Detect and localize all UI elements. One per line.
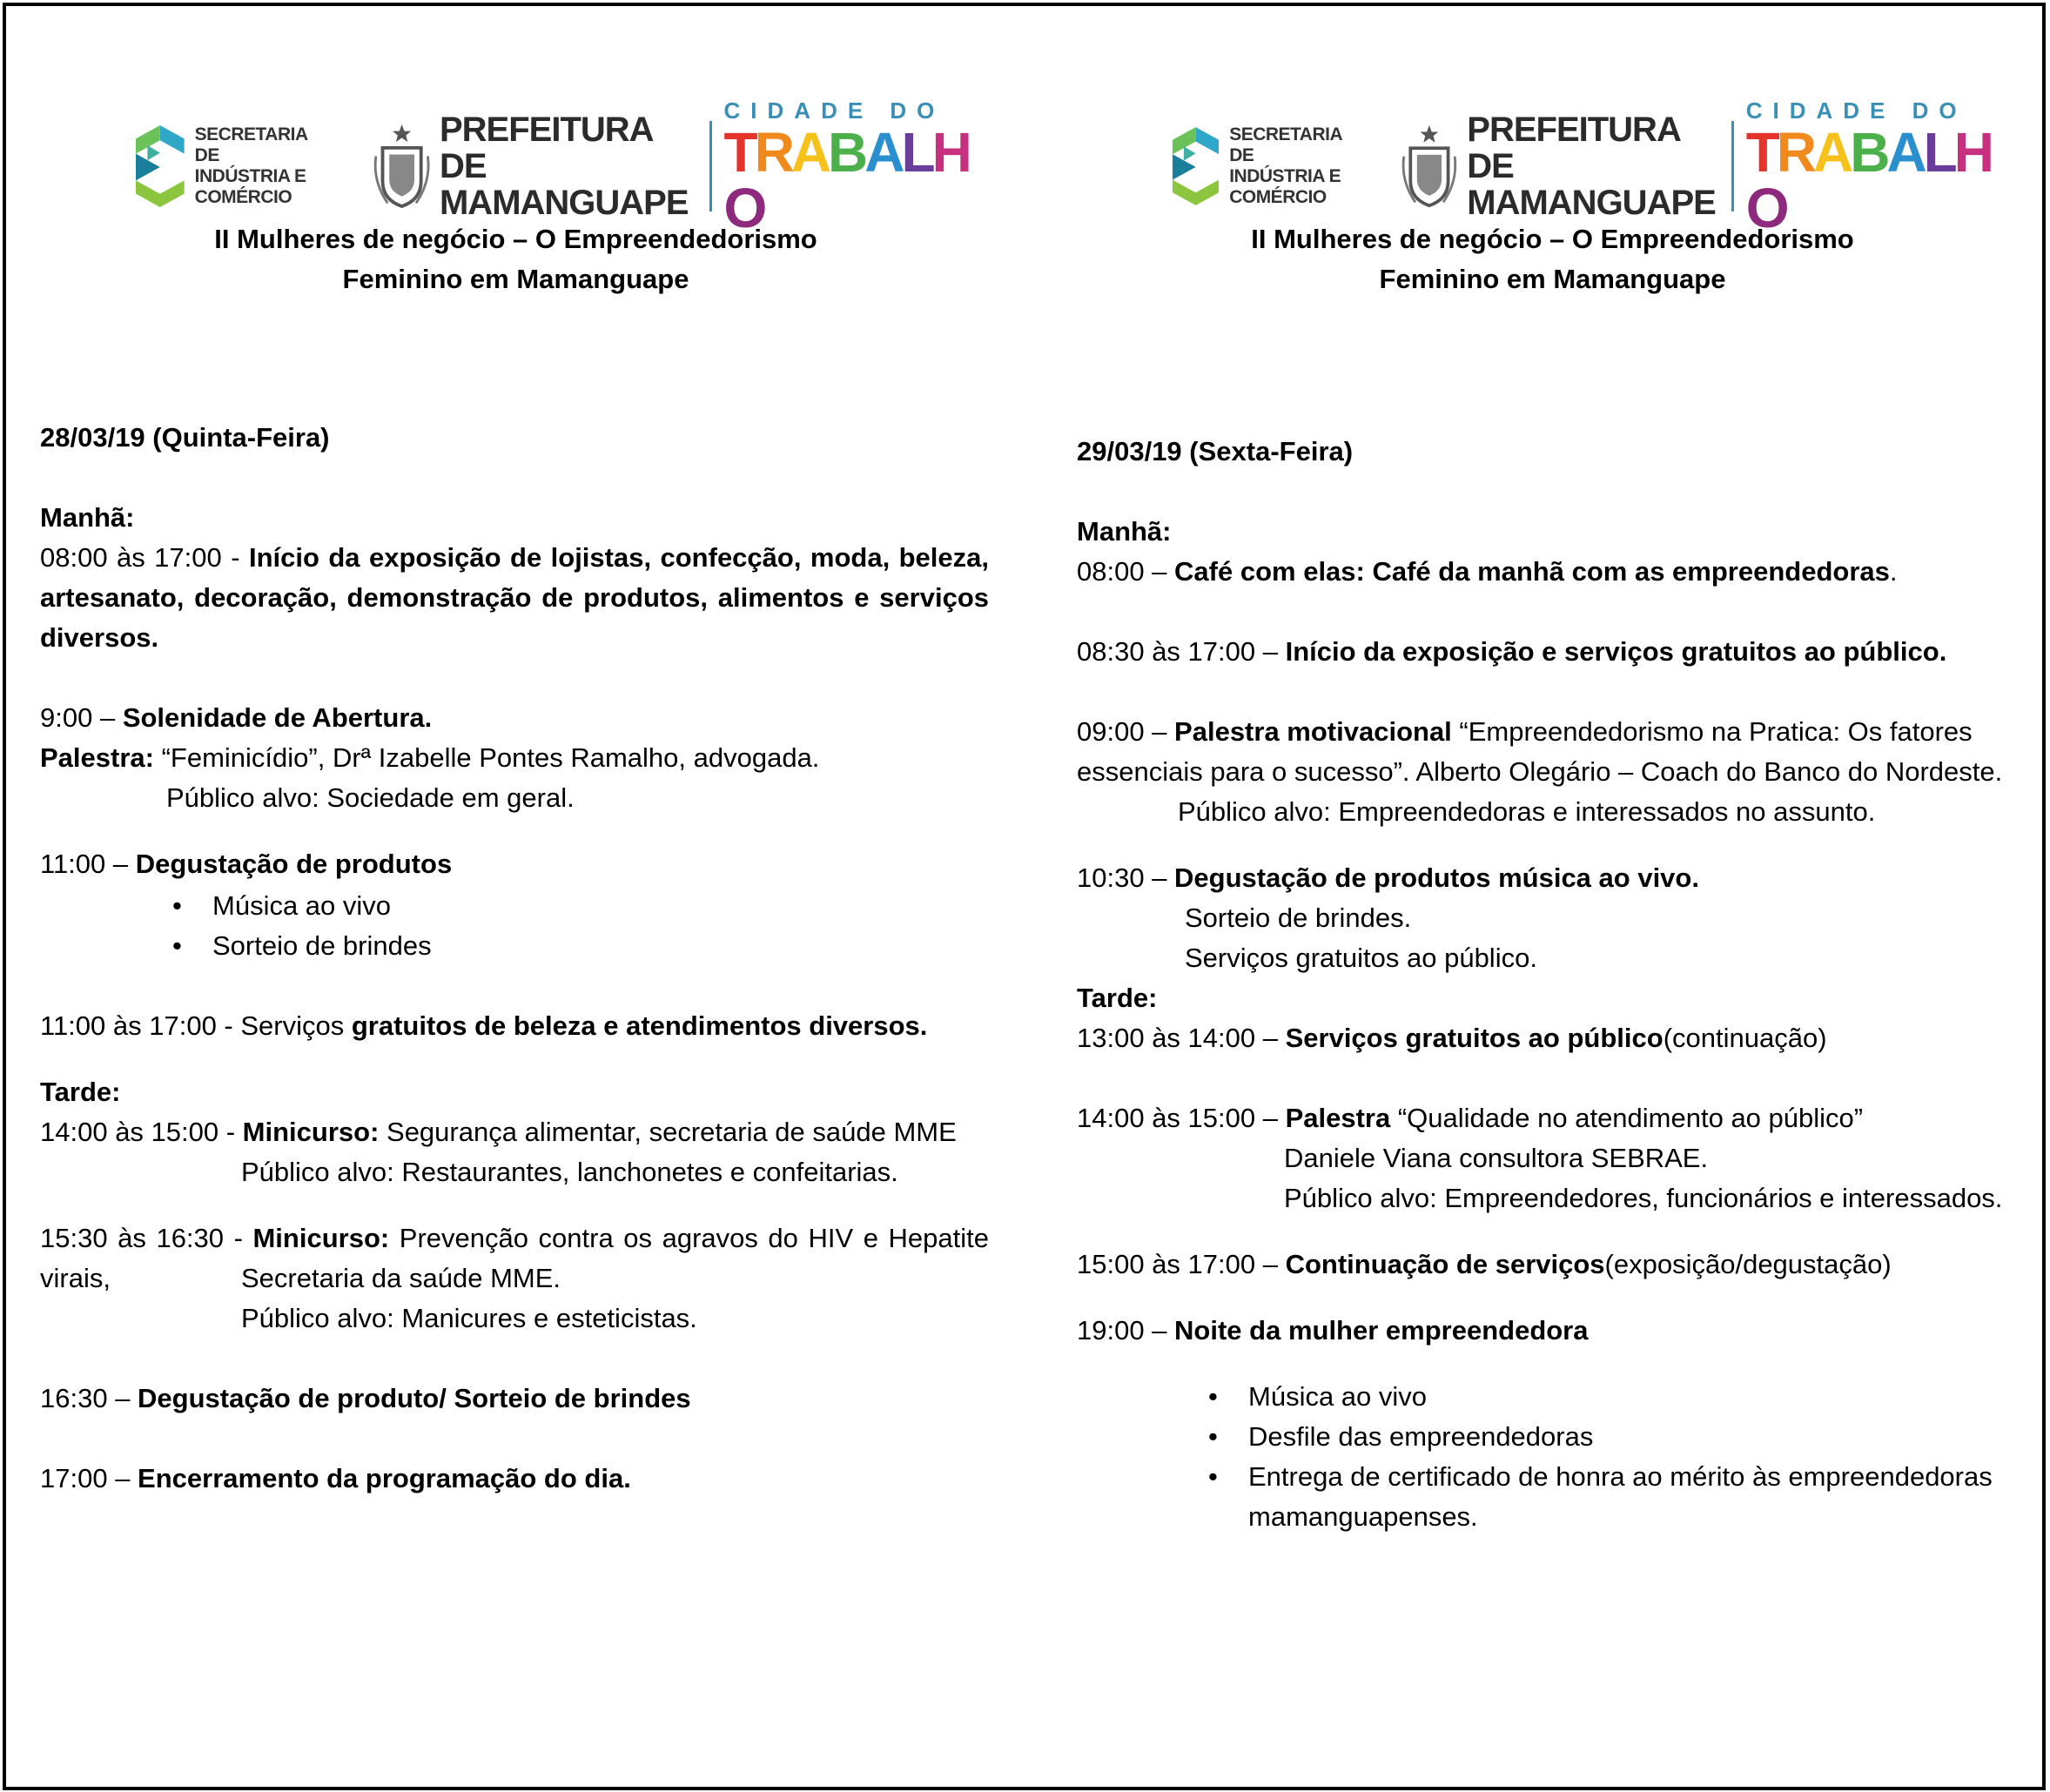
- time: 11:00 –: [40, 849, 136, 879]
- talk-item: [40, 738, 989, 778]
- secretaria-emblem-icon: [1173, 124, 1219, 209]
- expo-item: [1077, 632, 2008, 672]
- talk-2-speaker: Daniele Viana consultora SEBRAE.: [1284, 1143, 1709, 1173]
- opening-item: [40, 698, 989, 738]
- minicourse-1: [40, 1112, 989, 1152]
- talk-audience: Público alvo: Empreendedoras e interessados no assunto.: [1178, 796, 1876, 827]
- activity: Segurança alimentar, secretaria de saúde MME: [379, 1117, 957, 1147]
- night-list: [1077, 1377, 2008, 1537]
- cidade-top-text: CIDADE DO: [723, 97, 945, 124]
- activity: Encerramento da programação do dia.: [138, 1463, 631, 1493]
- activity: Prevenção contra os agravos do HIV e Hepatite: [389, 1223, 989, 1253]
- cidade-top-text: CIDADE DO: [1745, 97, 1967, 124]
- cidade-do-trabalho-logo: [723, 97, 998, 239]
- morning-heading: Manhã:: [1077, 516, 1172, 547]
- time: 14:00 às 15:00 –: [1077, 1103, 1286, 1133]
- day-date: 28/03/19 (Quinta-Feira): [40, 422, 330, 453]
- minicourse-2: [40, 1218, 989, 1258]
- title-line-1: II Mulheres de negócio – O Empreendedorismo: [1251, 224, 1854, 254]
- prefeitura-line-1: PREFEITURA DE: [1467, 111, 1680, 185]
- label: Palestra: [1285, 1103, 1391, 1133]
- day-date: 29/03/19 (Sexta-Feira): [1077, 436, 1354, 466]
- text: Secretaria da saúde MME.: [241, 1263, 561, 1293]
- activity: Continuação de serviços: [1285, 1249, 1605, 1279]
- event-title: [1037, 219, 2050, 299]
- logo-divider: [1731, 121, 1734, 211]
- talk-2-audience: Público alvo: Empreendedores, funcionários e interessados.: [1284, 1183, 2003, 1213]
- activity: Serviços gratuitos ao público: [1285, 1023, 1664, 1053]
- activity: Solenidade de Abertura.: [122, 702, 433, 733]
- time: 15:30 às 16:30 -: [40, 1223, 253, 1253]
- label: Palestra motivacional: [1174, 716, 1452, 747]
- list-item: • Sorteio de brindes: [212, 926, 989, 966]
- prefeitura-line-2: MAMANGUAPE: [439, 184, 689, 222]
- tasting-line-2: Sorteio de brindes.: [1185, 903, 1412, 933]
- time: 08:00 às 17:00 -: [40, 542, 249, 573]
- activity: “Feminicídio”, Drª Izabelle Pontes Ramalho, advogada.: [153, 742, 820, 773]
- text: virais,: [40, 1263, 111, 1293]
- services-item: [40, 1006, 989, 1046]
- morning-heading: Manhã:: [40, 502, 135, 533]
- prefeitura-line-2: MAMANGUAPE: [1467, 184, 1716, 222]
- schedule-day-1: [40, 418, 989, 1499]
- cidade-do-trabalho-logo: [1745, 97, 2008, 239]
- note: (exposição/degustação): [1604, 1249, 1892, 1279]
- talk-2-item: [1077, 1098, 2008, 1138]
- talk-item: [1077, 712, 2008, 792]
- tasting-item: [1077, 858, 2008, 898]
- list-item: • Entrega de certificado de honra ao mérito às empreendedoras mamanguapenses.: [1248, 1457, 2008, 1537]
- cidade-bottom-text: TRABALHO: [1745, 120, 1991, 239]
- expo-item: [40, 538, 989, 658]
- time: 17:00 –: [40, 1463, 138, 1493]
- label: Palestra:: [40, 742, 154, 773]
- label: Minicurso:: [242, 1117, 380, 1147]
- activity: gratuitos de beleza e atendimentos diversos.: [351, 1010, 928, 1041]
- prefeitura-logo: [1401, 111, 1719, 221]
- activity: Início da exposição de lojistas, confecção, moda, beleza, artesanato, decoração, demonstração de produtos, alimentos e serviços diversos.: [40, 542, 989, 653]
- activity: Café com elas: Café da manhã com as empreendedoras: [1174, 556, 1890, 587]
- title-line-1: II Mulheres de negócio – O Empreendedorismo: [214, 224, 817, 254]
- time: 13:00 às 14:00 –: [1077, 1023, 1286, 1053]
- minicourse-2-audience: Público alvo: Manicures e esteticistas.: [241, 1303, 697, 1333]
- activity: “Qualidade no atendimento ao público”: [1390, 1103, 1864, 1133]
- coat-of-arms-icon: [373, 121, 431, 211]
- list-item: • Música ao vivo: [1248, 1377, 2008, 1417]
- cidade-bottom-text: TRABALHO: [723, 120, 969, 239]
- tasting-item: [40, 844, 989, 884]
- punctuation: .: [1889, 556, 1898, 587]
- secretaria-line-2: INDÚSTRIA E: [1229, 166, 1341, 186]
- afternoon-heading: Tarde:: [1077, 983, 1158, 1013]
- title-line-2: Feminino em Mamanguape: [342, 264, 689, 294]
- schedule-day-2: [1077, 432, 2008, 1537]
- time: 14:00 às 15:00 -: [40, 1117, 243, 1147]
- tasting-list: [40, 886, 989, 966]
- coat-of-arms-icon: [1401, 121, 1458, 211]
- secretaria-line-1: SECRETARIA DE: [194, 124, 307, 165]
- activity: Degustação de produtos música ao vivo.: [1174, 862, 1699, 893]
- title-line-2: Feminino em Mamanguape: [1379, 264, 1726, 294]
- tasting-line-3: Serviços gratuitos ao público.: [1185, 943, 1537, 973]
- night-item: [1077, 1311, 2008, 1351]
- secretaria-emblem-icon: [136, 124, 185, 209]
- note: (continuação): [1663, 1023, 1827, 1053]
- time: 10:30 –: [1077, 862, 1175, 893]
- closing-item: [40, 1459, 989, 1499]
- activity: Degustação de produto/ Sorteio de brindes: [138, 1383, 691, 1413]
- prefeitura-line-1: PREFEITURA DE: [439, 111, 653, 185]
- secretaria-logo: [136, 124, 331, 209]
- event-title: [0, 219, 1032, 299]
- services-item: [1077, 1018, 2008, 1058]
- time: 08:30 às 17:00 –: [1077, 636, 1286, 667]
- time: 16:30 –: [40, 1383, 138, 1413]
- time: 9:00 –: [40, 702, 123, 733]
- talk-audience: Público alvo: Sociedade em geral.: [166, 782, 575, 813]
- time: 08:00 –: [1077, 556, 1175, 587]
- label: Minicurso:: [252, 1223, 390, 1253]
- minicourse-1-audience: Público alvo: Restaurantes, lanchonetes e confeitarias.: [241, 1157, 898, 1187]
- logo-divider: [709, 121, 712, 211]
- time: 15:00 às 17:00 –: [1077, 1249, 1286, 1279]
- secretaria-line-2: INDÚSTRIA E: [194, 166, 306, 186]
- time: 19:00 –: [1077, 1315, 1175, 1346]
- minicourse-2-continued: [40, 1258, 989, 1299]
- activity: Início da exposição e serviços gratuitos ao público.: [1285, 636, 1947, 667]
- list-item: • Desfile das empreendedoras: [1248, 1417, 2008, 1457]
- time: 09:00 –: [1077, 716, 1175, 747]
- continuation-item: [1077, 1245, 2008, 1285]
- activity: Noite da mulher empreendedora: [1174, 1315, 1589, 1346]
- secretaria-line-3: COMÉRCIO: [194, 187, 292, 207]
- afternoon-heading: Tarde:: [40, 1077, 121, 1107]
- prefeitura-logo: [373, 111, 697, 221]
- activity: “Empreendedorismo na Pratica: Os fatores essenciais para o sucesso”. Alberto Olegário – Coach do Banco do Nordeste.: [1077, 716, 2003, 787]
- secretaria-line-1: SECRETARIA DE: [1229, 124, 1342, 165]
- time: 11:00 às 17:00 - Serviços: [40, 1010, 352, 1041]
- secretaria-logo: [1173, 124, 1359, 209]
- secretaria-line-3: COMÉRCIO: [1229, 187, 1327, 207]
- list-item: • Música ao vivo: [212, 886, 989, 926]
- coffee-item: [1077, 552, 2008, 592]
- raffle-item: [40, 1379, 989, 1419]
- activity: Degustação de produtos: [135, 849, 453, 879]
